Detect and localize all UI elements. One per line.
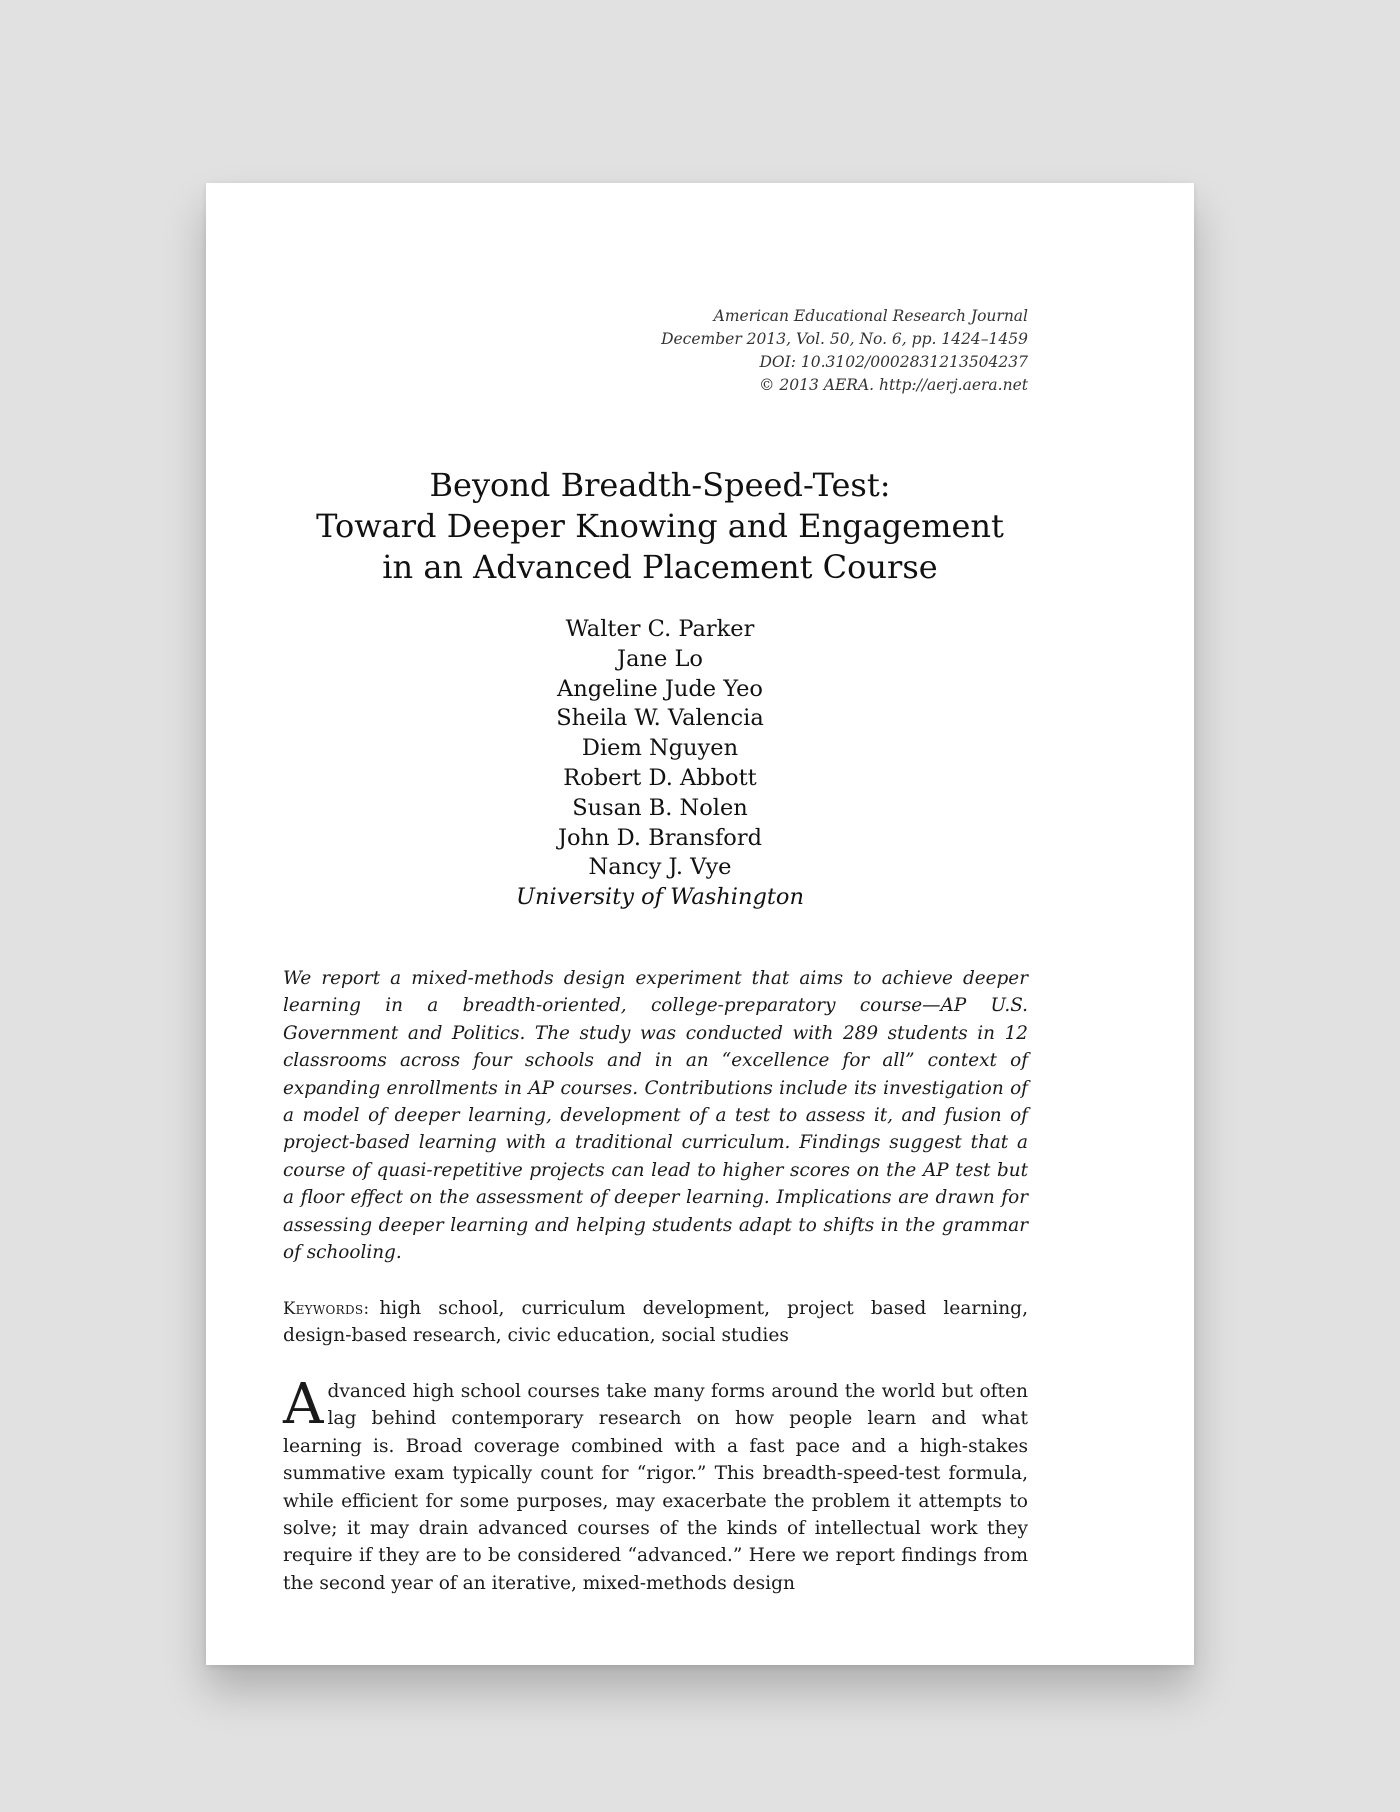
title-line: Toward Deeper Knowing and Engagement xyxy=(316,507,1004,545)
author-name: John D. Bransford xyxy=(557,824,763,851)
author-name: Susan B. Nolen xyxy=(572,794,748,821)
article-title xyxy=(286,465,1034,588)
title-line: Beyond Breadth-Speed-Test: xyxy=(429,466,891,504)
journal-header xyxy=(608,305,1028,397)
author-name: Sheila W. Valencia xyxy=(556,705,764,732)
keywords xyxy=(283,1295,1028,1350)
journal-issue: December 2013, Vol. 50, No. 6, pp. 1424–1459 xyxy=(661,330,1028,348)
author-name: Nancy J. Vye xyxy=(588,854,732,881)
body-paragraph xyxy=(283,1372,1028,1597)
author-list xyxy=(286,615,1034,913)
title-line: in an Advanced Placement Course xyxy=(382,548,938,586)
author-name: Robert D. Abbott xyxy=(563,764,757,791)
journal-doi: DOI: 10.3102/0002831213504237 xyxy=(759,353,1028,371)
abstract: We report a mixed-methods design experiment that aims to achieve deeper learning in a breadth-oriented, college-preparatory course—AP U.S. Government and Politics. The study was conducted with 289 students in 12 classrooms across four schools and in an “excellence for all” context of expanding enrollments in AP courses. Contributions include its investigation of a model of deeper learning, development of a test to assess it, and fusion of project-based learning with a traditional curriculum. Findings suggest that a course of quasi-repetitive projects can lead to higher scores on the AP test but a floor effect on the assessment of deeper learning. Implications are drawn for assessing deeper learning and helping students adapt to shifts in the grammar of schooling. xyxy=(283,968,1028,1264)
author-name: Angeline Jude Yeo xyxy=(557,675,763,702)
author-name: Diem Nguyen xyxy=(581,735,739,762)
author-name: Walter C. Parker xyxy=(565,616,755,642)
author-name: Jane Lo xyxy=(617,645,703,672)
drop-cap: A xyxy=(283,1372,324,1437)
body-text: dvanced high school courses take many forms around the world but often lag behind contemporary research on how people learn and what learning is. Broad coverage combined with a fast pace and a high-stakes summative exam typically count for “rigor.” This breadth-speed-test formula, while efficient for some purposes, may exacerbate the problem it attempts to solve; it may drain advanced courses of the kinds of intellectual work they require if they are to be considered “advanced.” Here we report findings from the second year of an iterative, mixed-methods design xyxy=(283,1381,1028,1594)
journal-copyright: © 2013 AERA. http://aerj.aera.net xyxy=(759,376,1028,394)
affiliation: University of Washington xyxy=(516,884,804,911)
journal-name: American Educational Research Journal xyxy=(713,307,1028,325)
keywords-text: high school, curriculum development, project based learning, design-based research, civic education, social studies xyxy=(283,1298,1028,1347)
article-page xyxy=(206,183,1194,1665)
keywords-label: Keywords: xyxy=(283,1299,370,1318)
